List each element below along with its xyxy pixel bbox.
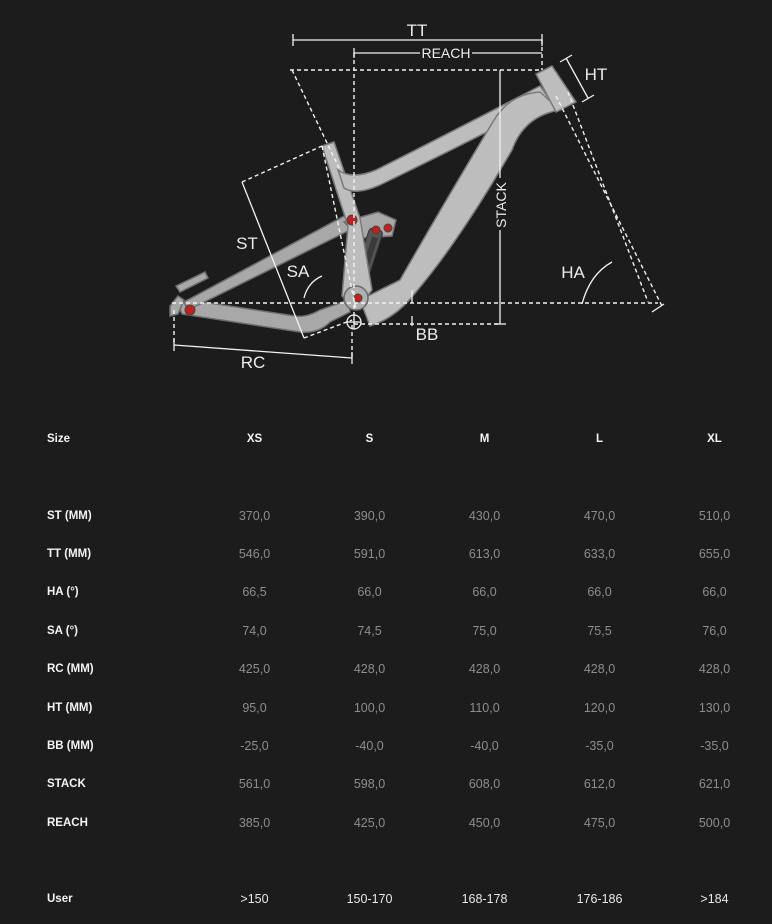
cell: 591,0 xyxy=(353,546,386,561)
row-label: TT (MM) xyxy=(47,547,92,560)
cell: 633,0 xyxy=(583,546,616,561)
cell: 608,0 xyxy=(468,777,501,792)
table-row xyxy=(0,804,772,842)
cell: 428,0 xyxy=(698,662,731,677)
cell: -40,0 xyxy=(470,738,499,753)
cell: 385,0 xyxy=(238,815,271,830)
cell: -40,0 xyxy=(355,738,384,753)
cell: 66,0 xyxy=(702,585,727,600)
cell: 370,0 xyxy=(238,508,271,523)
sa-label: SA xyxy=(286,262,310,281)
cell: 428,0 xyxy=(583,662,616,677)
reach-label: REACH xyxy=(421,45,471,61)
table-row xyxy=(0,765,772,803)
row-label: HT (MM) xyxy=(47,701,93,714)
cell: 612,0 xyxy=(583,777,616,792)
cell: 428,0 xyxy=(353,662,386,677)
row-label: STACK xyxy=(47,778,86,791)
geometry-table xyxy=(0,420,772,918)
cell: 430,0 xyxy=(468,508,501,523)
cell: 150-170 xyxy=(346,892,393,907)
spacer-row xyxy=(0,458,772,496)
cell: 168-178 xyxy=(461,892,508,907)
size-l: L xyxy=(595,433,604,446)
cell: 66,5 xyxy=(242,585,267,600)
cell: 425,0 xyxy=(353,815,386,830)
cell: 621,0 xyxy=(698,777,731,792)
frame-geometry-diagram xyxy=(0,0,772,400)
size-header: Size xyxy=(47,433,71,446)
cell: 613,0 xyxy=(468,546,501,561)
cell: 120,0 xyxy=(583,700,616,715)
row-label: HA (°) xyxy=(47,586,79,599)
bb-label: BB xyxy=(415,325,439,344)
user-height-row xyxy=(0,880,772,918)
cell: 390,0 xyxy=(353,508,386,523)
cell: -35,0 xyxy=(585,738,614,753)
table-row xyxy=(0,496,772,534)
cell: 510,0 xyxy=(698,508,731,523)
cell: 655,0 xyxy=(698,546,731,561)
cell: 74,5 xyxy=(357,623,382,638)
cell: 76,0 xyxy=(702,623,727,638)
st-label: ST xyxy=(236,234,258,253)
spacer-row xyxy=(0,842,772,880)
cell: 130,0 xyxy=(698,700,731,715)
row-label: BB (MM) xyxy=(47,739,94,752)
cell: 470,0 xyxy=(583,508,616,523)
row-label: ST (MM) xyxy=(47,509,92,522)
cell: -25,0 xyxy=(240,738,269,753)
cell: 75,5 xyxy=(587,623,612,638)
tt-label: TT xyxy=(406,21,428,40)
cell: 100,0 xyxy=(353,700,386,715)
cell: 74,0 xyxy=(242,623,267,638)
rc-label: RC xyxy=(240,353,266,372)
row-label: SA (°) xyxy=(47,624,79,637)
cell: 500,0 xyxy=(698,815,731,830)
ha-label: HA xyxy=(561,263,585,282)
size-xs: XS xyxy=(246,433,263,446)
cell: 66,0 xyxy=(587,585,612,600)
cell: 428,0 xyxy=(468,662,501,677)
stack-label: STACK xyxy=(493,182,509,228)
size-s: S xyxy=(365,433,374,446)
table-row xyxy=(0,573,772,611)
cell: >150 xyxy=(240,892,269,907)
size-xl: XL xyxy=(707,433,722,446)
cell: 66,0 xyxy=(472,585,497,600)
cell: 598,0 xyxy=(353,777,386,792)
table-row xyxy=(0,650,772,688)
bike-frame xyxy=(170,66,576,332)
row-label: User xyxy=(47,893,73,906)
table-row xyxy=(0,535,772,573)
cell: 110,0 xyxy=(469,700,500,715)
cell: 66,0 xyxy=(357,585,382,600)
cell: 450,0 xyxy=(468,815,501,830)
table-row xyxy=(0,727,772,765)
size-m: M xyxy=(479,433,490,446)
ht-label: HT xyxy=(584,65,608,84)
table-row xyxy=(0,688,772,726)
cell: 75,0 xyxy=(472,623,497,638)
cell: 425,0 xyxy=(238,662,271,677)
cell: 561,0 xyxy=(238,777,271,792)
cell: >184 xyxy=(700,892,729,907)
row-label: REACH xyxy=(47,816,88,829)
cell: 95,0 xyxy=(242,700,267,715)
row-label: RC (MM) xyxy=(47,663,94,676)
cell: 176-186 xyxy=(576,892,623,907)
table-header-row xyxy=(0,420,772,458)
table-row xyxy=(0,612,772,650)
cell: 475,0 xyxy=(583,815,616,830)
cell: -35,0 xyxy=(700,738,729,753)
cell: 546,0 xyxy=(238,546,271,561)
